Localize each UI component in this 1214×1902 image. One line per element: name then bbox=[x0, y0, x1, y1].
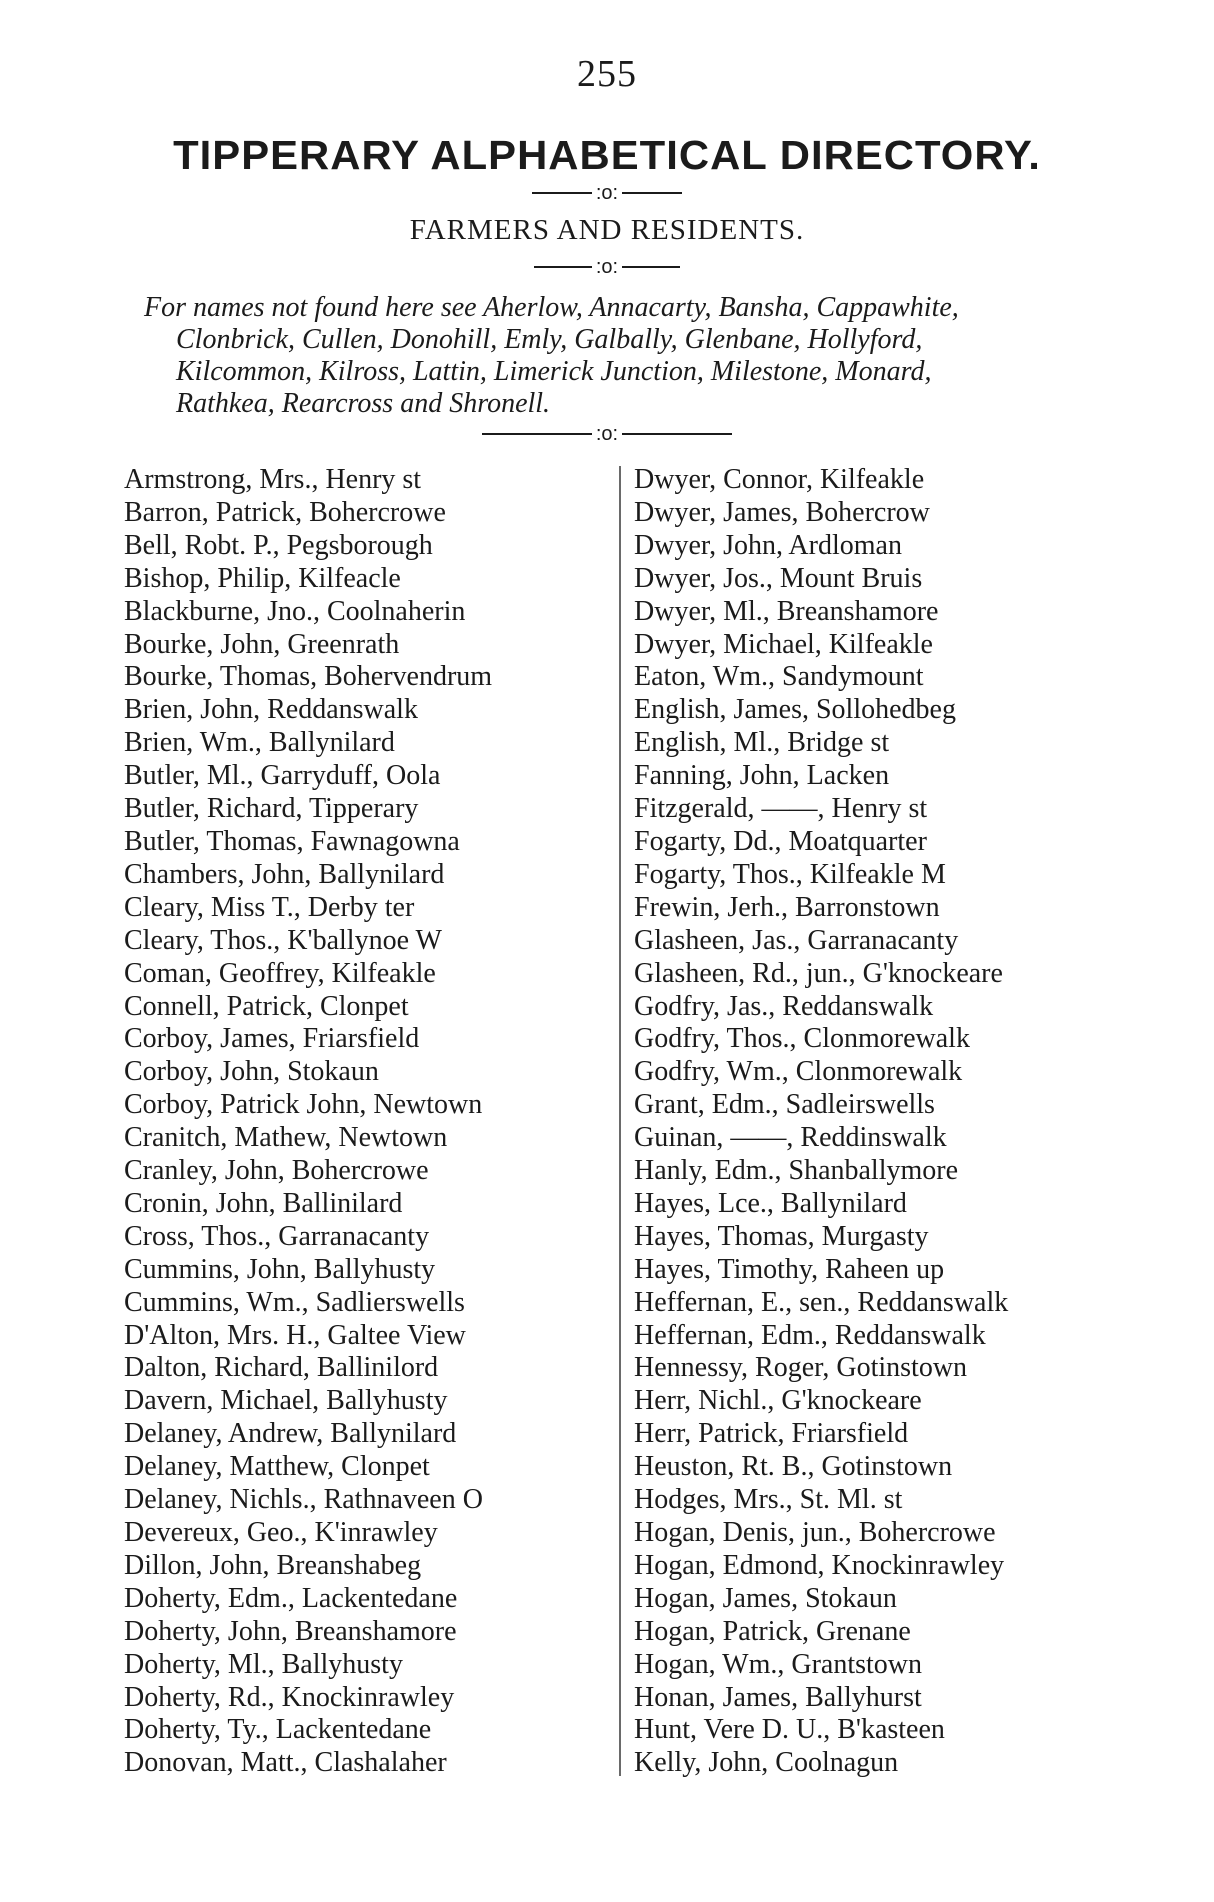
directory-entry: Armstrong, Mrs., Henry st bbox=[124, 464, 422, 495]
directory-entry: Dwyer, Michael, Kilfeakle bbox=[634, 628, 933, 660]
directory-entry: Grant, Edm., Sadleirswells bbox=[634, 1089, 935, 1121]
directory-entry: Brien, Wm., Ballynilard bbox=[124, 727, 395, 759]
note-line: Clonbrick, Cullen, Donohill, Emly, Galbally, Glenbane, Hollyford, bbox=[176, 324, 923, 355]
directory-entry: Bourke, John, Greenrath bbox=[124, 628, 400, 660]
directory-entry: Butler, Richard, Tipperary bbox=[124, 793, 419, 825]
directory-entry: Dwyer, James, Bohercrow bbox=[634, 496, 930, 528]
directory-entry: English, Ml., Bridge st bbox=[634, 727, 890, 759]
directory-entry: Cross, Thos., Garranacanty bbox=[124, 1220, 430, 1252]
directory-entry: Dwyer, Connor, Kilfeakle bbox=[634, 464, 925, 495]
directory-entry: Cranitch, Mathew, Newtown bbox=[124, 1122, 448, 1154]
directory-entry: Heffernan, E., sen., Reddanswalk bbox=[634, 1286, 1009, 1318]
directory-entry: Bishop, Philip, Kilfeacle bbox=[124, 562, 401, 594]
directory-entry: Bourke, Thomas, Bohervendrum bbox=[124, 661, 493, 693]
directory-entry: Dwyer, John, Ardloman bbox=[634, 529, 902, 561]
directory-entry: Fanning, John, Lacken bbox=[634, 760, 890, 792]
note-line: Rathkea, Rearcross and Shronell. bbox=[176, 388, 551, 419]
directory-entry: Cronin, John, Ballinilard bbox=[124, 1187, 403, 1219]
page-number: 255 bbox=[577, 53, 637, 95]
directory-entry: Butler, Ml., Garryduff, Oola bbox=[124, 760, 441, 792]
directory-entry: Hogan, James, Stokaun bbox=[634, 1582, 897, 1614]
directory-entry: Honan, James, Ballyhurst bbox=[634, 1681, 922, 1713]
directory-entry: D'Alton, Mrs. H., Galtee View bbox=[124, 1319, 466, 1351]
directory-entry: Hunt, Vere D. U., B'kasteen bbox=[634, 1714, 945, 1746]
directory-entry: Donovan, Matt., Clashalaher bbox=[124, 1747, 447, 1779]
directory-entry: Heffernan, Edm., Reddanswalk bbox=[634, 1319, 986, 1351]
directory-entry: Devereux, Geo., K'inrawley bbox=[124, 1517, 438, 1548]
cross-reference-note bbox=[144, 292, 1164, 420]
directory-entry: Cleary, Miss T., Derby ter bbox=[124, 891, 415, 923]
directory-entry: Dalton, Richard, Ballinilord bbox=[124, 1352, 439, 1384]
directory-entry: Hanly, Edm., Shanballymore bbox=[634, 1155, 959, 1187]
directory-entry: Doherty, Edm., Lackentedane bbox=[124, 1582, 458, 1614]
note-line: For names not found here see Aherlow, Annacarty, Bansha, Cappawhite, bbox=[144, 292, 959, 323]
directory-entry: Coman, Geoffrey, Kilfeakle bbox=[124, 957, 436, 989]
directory-entry: Brien, John, Reddanswalk bbox=[124, 694, 418, 726]
directory-entry: Godfry, Thos., Clonmorewalk bbox=[634, 1023, 970, 1055]
directory-entry: Dwyer, Jos., Mount Bruis bbox=[634, 562, 923, 594]
directory-entry: Godfry, Jas., Reddanswalk bbox=[634, 990, 934, 1022]
directory-entry: Hogan, Denis, jun., Bohercrowe bbox=[634, 1517, 996, 1548]
separator-3: :o: bbox=[0, 423, 1214, 445]
directory-entry: Doherty, Rd., Knockinrawley bbox=[124, 1681, 455, 1713]
directory-entry: Cummins, John, Ballyhusty bbox=[124, 1253, 436, 1285]
directory-entry: Connell, Patrick, Clonpet bbox=[124, 990, 409, 1022]
directory-entry: Godfry, Wm., Clonmorewalk bbox=[634, 1056, 963, 1088]
directory-entry: Herr, Patrick, Friarsfield bbox=[634, 1418, 909, 1450]
directory-entry: Hennessy, Roger, Gotinstown bbox=[634, 1352, 968, 1384]
directory-entry: Doherty, Ty., Lackentedane bbox=[124, 1714, 432, 1746]
directory-entry: Corboy, John, Stokaun bbox=[124, 1056, 379, 1088]
page-title: TIPPERARY ALPHABETICAL DIRECTORY. bbox=[173, 132, 1041, 178]
left-column bbox=[124, 464, 492, 1780]
directory-entry: Corboy, James, Friarsfield bbox=[124, 1023, 420, 1055]
directory-entry: Eaton, Wm., Sandymount bbox=[634, 661, 924, 693]
directory-entry: Fitzgerald, ——, Henry st bbox=[634, 793, 928, 825]
directory-entry: Hogan, Patrick, Grenane bbox=[634, 1615, 911, 1647]
directory-entry: Kelly, John, Coolnagun bbox=[634, 1747, 899, 1779]
directory-entry: Heuston, Rt. B., Gotinstown bbox=[634, 1451, 953, 1483]
directory-entry: Chambers, John, Ballynilard bbox=[124, 858, 445, 890]
directory-entry: Cleary, Thos., K'ballynoe W bbox=[124, 924, 442, 956]
directory-entry: Butler, Thomas, Fawnagowna bbox=[124, 825, 460, 857]
directory-entry: Glasheen, Jas., Garranacanty bbox=[634, 924, 959, 956]
section-subtitle: FARMERS AND RESIDENTS. bbox=[409, 214, 805, 246]
directory-entry: Guinan, ——, Reddinswalk bbox=[634, 1122, 947, 1154]
directory-entry: Cummins, Wm., Sadlierswells bbox=[124, 1286, 465, 1318]
directory-entry: Frewin, Jerh., Barronstown bbox=[634, 891, 940, 923]
directory-entry: Corboy, Patrick John, Newtown bbox=[124, 1089, 483, 1121]
directory-entry: Delaney, Nichls., Rathnaveen O bbox=[124, 1484, 483, 1516]
directory-entry: Bell, Robt. P., Pegsborough bbox=[124, 529, 433, 561]
directory-entry: Hayes, Timothy, Raheen up bbox=[634, 1253, 945, 1285]
directory-entry: Dillon, John, Breanshabeg bbox=[124, 1549, 422, 1581]
directory-entry: Glasheen, Rd., jun., G'knockeare bbox=[634, 957, 1003, 989]
directory-entry: Hayes, Thomas, Murgasty bbox=[634, 1220, 929, 1252]
directory-entry: English, James, Sollohedbeg bbox=[634, 694, 956, 726]
directory-entry: Doherty, Ml., Ballyhusty bbox=[124, 1648, 403, 1680]
directory-entry: Fogarty, Dd., Moatquarter bbox=[634, 825, 927, 857]
directory-entry: Davern, Michael, Ballyhusty bbox=[124, 1385, 448, 1417]
directory-entry: Doherty, John, Breanshamore bbox=[124, 1615, 457, 1647]
directory-entry: Dwyer, Ml., Breanshamore bbox=[634, 595, 939, 627]
separator-1: :o: bbox=[0, 182, 1214, 204]
directory-entry: Delaney, Matthew, Clonpet bbox=[124, 1451, 430, 1483]
separator-2: :o: bbox=[0, 256, 1214, 278]
directory-entry: Herr, Nichl., G'knockeare bbox=[634, 1385, 922, 1417]
directory-entry: Hogan, Edmond, Knockinrawley bbox=[634, 1549, 1005, 1581]
directory-entry: Fogarty, Thos., Kilfeakle M bbox=[634, 858, 946, 890]
directory-entry: Delaney, Andrew, Ballynilard bbox=[124, 1418, 457, 1450]
column-divider bbox=[619, 466, 621, 1776]
directory-entry: Barron, Patrick, Bohercrowe bbox=[124, 496, 446, 528]
note-line: Kilcommon, Kilross, Lattin, Limerick Junction, Milestone, Monard, bbox=[176, 356, 932, 387]
right-column bbox=[634, 464, 1008, 1780]
directory-entry: Hogan, Wm., Grantstown bbox=[634, 1648, 922, 1680]
directory-entry: Blackburne, Jno., Coolnaherin bbox=[124, 595, 466, 627]
directory-entry: Hodges, Mrs., St. Ml. st bbox=[634, 1484, 903, 1516]
directory-entry: Hayes, Lce., Ballynilard bbox=[634, 1187, 907, 1219]
directory-entry: Cranley, John, Bohercrowe bbox=[124, 1155, 429, 1187]
